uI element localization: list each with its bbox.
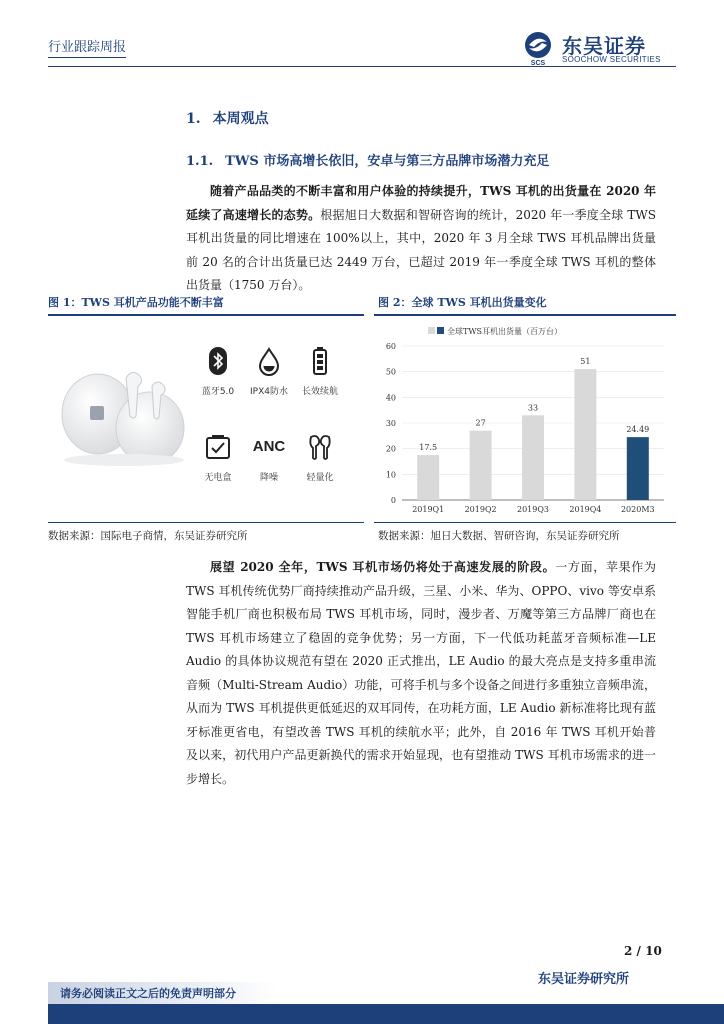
bar-2020M3 bbox=[627, 437, 649, 500]
logo-mark-icon bbox=[518, 30, 558, 66]
legend-label: 全球TWS耳机出货量（百万台） bbox=[447, 327, 563, 336]
subsection-heading bbox=[186, 150, 549, 169]
feature-label: 降噪 bbox=[259, 473, 278, 483]
x-tick-label: 2019Q1 bbox=[412, 505, 445, 514]
company-logo bbox=[518, 30, 668, 66]
feature-label: 无电盒 bbox=[204, 473, 232, 483]
y-tick-label: 10 bbox=[385, 470, 396, 480]
page-number: 2 / 10 bbox=[624, 944, 662, 958]
figure2-source: 数据来源：旭日大数据、智研咨询，东吴证券研究所 bbox=[378, 530, 620, 542]
footer-stripe bbox=[48, 1004, 724, 1024]
section-heading bbox=[186, 108, 269, 128]
data-label: 51 bbox=[580, 357, 591, 367]
bar-2019Q4 bbox=[574, 369, 596, 500]
x-tick-label: 2019Q3 bbox=[516, 505, 550, 514]
logo-name-en: SOOCHOW SECURITIES bbox=[562, 55, 661, 64]
water-drop-icon bbox=[254, 346, 284, 376]
figure2-top-rule bbox=[374, 314, 676, 316]
paragraph-lead: 展望 2020 全年，TWS 耳机市场仍将处于高速发展的阶段。 bbox=[210, 560, 556, 574]
earbuds-icon bbox=[305, 432, 335, 462]
feature-battery bbox=[285, 346, 355, 397]
x-tick-label: 2019Q2 bbox=[464, 505, 497, 514]
bar-2019Q2 bbox=[470, 431, 492, 500]
y-tick-label: 20 bbox=[385, 444, 396, 454]
logo-name-cn: 东吴证券 bbox=[562, 34, 646, 58]
bar-2019Q1 bbox=[417, 455, 439, 500]
header-divider bbox=[48, 66, 676, 67]
data-label: 33 bbox=[527, 403, 539, 413]
report-category: 行业跟踪周报 bbox=[48, 36, 126, 58]
x-tick-label: 2019Q4 bbox=[569, 505, 602, 514]
subsection-number: 1.1. bbox=[186, 154, 214, 169]
y-tick-label: 40 bbox=[385, 393, 396, 403]
feature-label: 轻量化 bbox=[306, 473, 334, 483]
figure1-bottom-rule bbox=[48, 522, 364, 523]
legend-swatch-highlight bbox=[437, 327, 444, 334]
shipment-bar-chart bbox=[374, 318, 676, 520]
paragraph-body: 根据旭日大数据和智研咨询的统计，2020 年一季度全球 TWS 耳机出货量的同比增速在 100%以上，其中，2020 年 3 月全球 TWS 耳机品牌出货量前 20 名的合计出货量已达 2449 万台，已超过 2019 年一季度全球 TWS 耳机的整体出货量（1750 万台）。 bbox=[186, 207, 656, 292]
subsection-title: TWS 市场高增长依旧，安卓与第三方品牌市场潜力充足 bbox=[225, 154, 550, 169]
y-tick-label: 60 bbox=[385, 342, 396, 351]
paragraph-lead: 随着产品品类的不断丰富和用户体验的持续提升，TWS 耳机的出货量在 2020 年延续了高速增长的态势。 bbox=[186, 184, 656, 222]
section-number: 1. bbox=[186, 111, 201, 127]
footer-org: 东吴证券研究所 bbox=[538, 972, 630, 987]
x-tick-label: 2020M3 bbox=[620, 505, 655, 514]
feature-lightweight bbox=[285, 432, 355, 483]
legend-swatch-normal bbox=[428, 327, 435, 334]
data-label: 17.5 bbox=[419, 443, 438, 453]
data-label: 24.49 bbox=[626, 425, 650, 435]
figure2-bottom-rule bbox=[374, 522, 676, 523]
paragraph-shipments bbox=[186, 180, 656, 298]
battery-icon bbox=[305, 346, 335, 376]
anc-icon: ANC bbox=[252, 438, 286, 455]
wireless-charge-icon bbox=[203, 432, 233, 462]
bluetooth-icon bbox=[203, 346, 233, 376]
figure1-source: 数据来源：国际电子商情，东吴证券研究所 bbox=[48, 530, 248, 542]
feature-label: IPX4防水 bbox=[250, 387, 288, 397]
feature-label: 蓝牙5.0 bbox=[201, 387, 235, 397]
feature-label: 长效续航 bbox=[301, 387, 338, 397]
paragraph-outlook bbox=[186, 556, 656, 791]
disclaimer-note: 请务必阅读正文之后的免责声明部分 bbox=[60, 987, 236, 1000]
bar-2019Q3 bbox=[522, 415, 544, 500]
figure1-title: 图 1：TWS 耳机产品功能不断丰富 bbox=[48, 296, 224, 309]
paragraph-body: 一方面，苹果作为 TWS 耳机传统优势厂商持续推动产品升级，三星、小米、华为、OPPO、vivo 等安卓系智能手机厂商也积极布局 TWS 耳机市场，同时，漫步者、万魔等第三方品牌厂商也在 TWS 耳机市场建立了稳固的竞争优势；另一方面，下一代低功耗蓝牙音频标准—LE Audio 的具体协议规范有望在 2020 正式推出，LE Audio 的最大亮点是支持多重串流音频（Multi-Stream Audio）功能，可将手机与多个设备之间进行多重独立音频串流，从而为 TWS 耳机提供更低延迟的双耳同传，在功耗方面，LE Audio 新标准将比现有蓝牙标准更省电，有望改善 TWS 耳机的续航水平；此外，自 2016 年 TWS 耳机开始普及以来，初代用户产品更新换代的需求开始显现，也有望推动 TWS 耳机市场需求的进一步增长。 bbox=[186, 560, 656, 786]
logo-mark-text: SCS bbox=[530, 60, 546, 66]
figure1-top-rule bbox=[48, 314, 364, 316]
earbuds-product-image bbox=[56, 352, 192, 470]
section-title: 本周观点 bbox=[212, 111, 269, 127]
y-tick-label: 0 bbox=[390, 496, 396, 505]
y-tick-label: 30 bbox=[385, 419, 396, 428]
figure2-title: 图 2：全球 TWS 耳机出货量变化 bbox=[378, 296, 547, 309]
y-tick-label: 50 bbox=[385, 367, 396, 377]
data-label: 27 bbox=[475, 418, 486, 428]
